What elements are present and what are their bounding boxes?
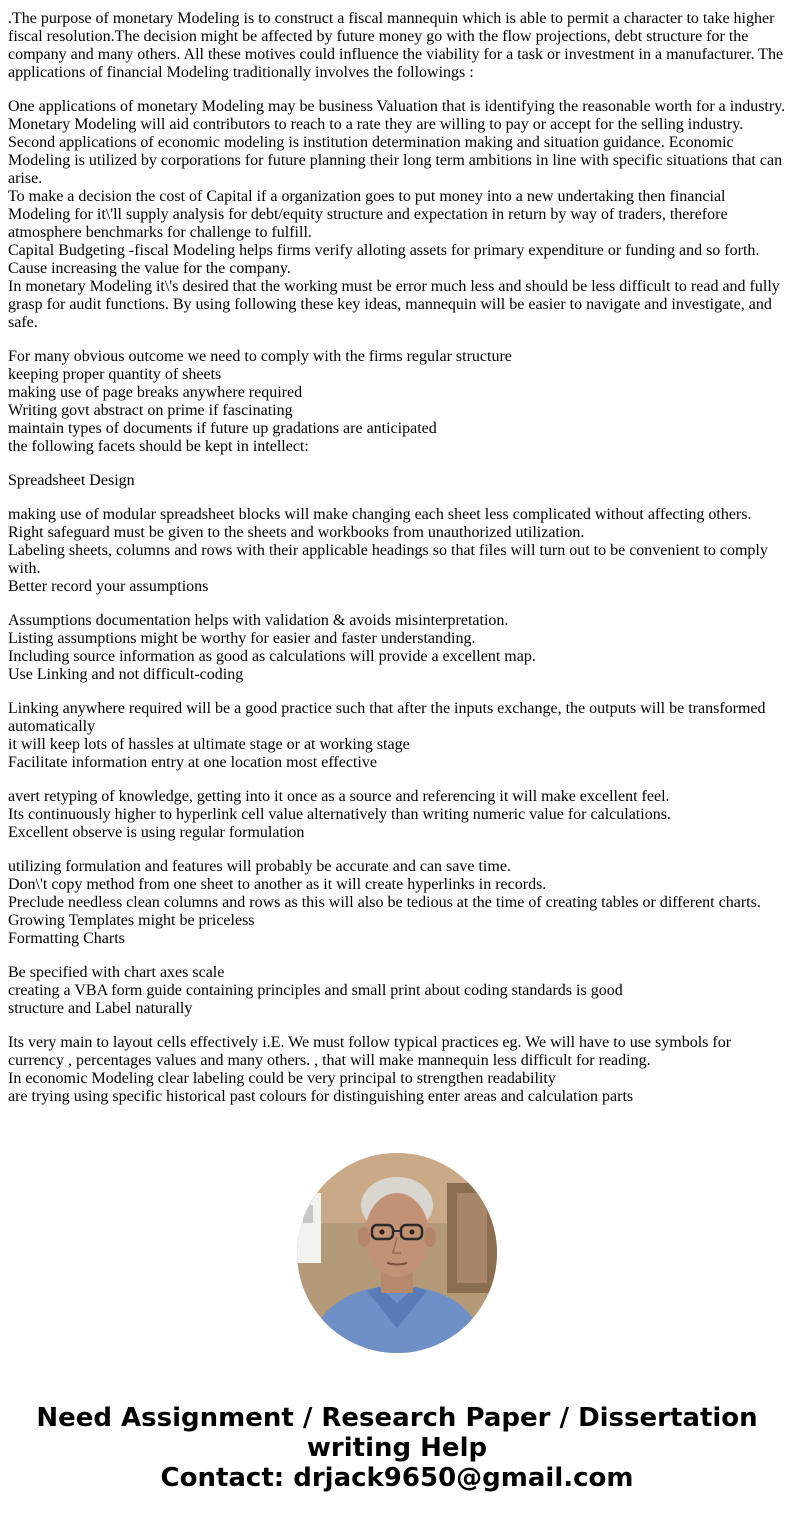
paragraph xyxy=(8,964,786,1018)
text-line: For many obvious outcome we need to comply with the firms regular structure xyxy=(8,348,512,365)
text-line: it will keep lots of hassles at ultimate stage or at working stage xyxy=(8,736,410,753)
text-line: In monetary Modeling it\'s desired that the working must be error much less and should be less difficult to read and fully grasp for audit functions. By using following these key ideas, mannequin will be easier to navigate and investigate, and safe. xyxy=(8,278,780,331)
paragraph xyxy=(8,788,786,842)
text-line: One applications of monetary Modeling may be business Valuation that is identifying the reasonable worth for a industry. Monetary Modeling will aid contributors to reach to a rate they are willing to pay or accept for the selling industry. xyxy=(8,98,786,133)
paragraph xyxy=(8,348,786,456)
text-line: Linking anywhere required will be a good practice such that after the inputs exchange, the outputs will be transformed automatically xyxy=(8,700,766,735)
paragraph xyxy=(8,10,786,82)
text-line: creating a VBA form guide containing principles and small print about coding standards is good xyxy=(8,982,623,999)
text-line: Writing govt abstract on prime if fascinating xyxy=(8,402,293,419)
author-photo xyxy=(297,1153,497,1353)
text-line: Don\'t copy method from one sheet to another as it will create hyperlinks in records. xyxy=(8,876,547,893)
text-line: Be specified with chart axes scale xyxy=(8,964,225,981)
text-line: To make a decision the cost of Capital if a organization goes to put money into a new undertaking then financial Modeling for it\'ll supply analysis for debt/equity structure and expectation in return by way of traders, therefore atmosphere benchmarks for challenge to fulfill. xyxy=(8,188,728,241)
paragraph xyxy=(8,98,786,332)
text-line: Better record your assumptions xyxy=(8,578,209,595)
text-line: .The purpose of monetary Modeling is to construct a fiscal mannequin which is able to permit a character to take higher fiscal resolution.The decision might be affected by future money go with the flow projections, debt structure for the company and many others. All these motives could influence the viability for a task or investment in a manufacturer. The applications of financial Modeling traditionally involves the followings : xyxy=(8,10,784,81)
text-line: Right safeguard must be given to the sheets and workbooks from unauthorized utilization. xyxy=(8,524,585,541)
text-line: Second applications of economic modeling is institution determination making and situation guidance. Economic Modeling is utilized by corporations for future planning their long term ambitions in line with specific situations that can arise. xyxy=(8,134,783,187)
contact-email: Contact: drjack9650@gmail.com xyxy=(160,1463,634,1493)
text-line: Labeling sheets, columns and rows with their applicable headings so that files will turn out to be convenient to comply with. xyxy=(8,542,768,577)
text-line: maintain types of documents if future up gradations are anticipated xyxy=(8,420,437,437)
text-line: Growing Templates might be priceless xyxy=(8,912,255,929)
text-line: Including source information as good as calculations will provide a excellent map. xyxy=(8,648,536,665)
paragraph xyxy=(8,506,786,596)
text-line: structure and Label naturally xyxy=(8,1000,193,1017)
text-line: Listing assumptions might be worthy for easier and faster understanding. xyxy=(8,630,476,647)
text-line: Formatting Charts xyxy=(8,930,125,947)
text-line: In economic Modeling clear labeling could be very principal to strengthen readability xyxy=(8,1070,556,1087)
author-portrait-image xyxy=(297,1153,497,1353)
text-line: Its very main to layout cells effectively i.E. We must follow typical practices eg. We will have to use symbols for currency , percentages values and many others. , that will make mannequin less difficult for reading. xyxy=(8,1034,732,1069)
paragraph xyxy=(8,700,786,772)
text-line: keeping proper quantity of sheets xyxy=(8,366,222,383)
text-line: avert retyping of knowledge, getting into it once as a source and referencing it will make excellent feel. xyxy=(8,788,670,805)
text-line: Assumptions documentation helps with validation & avoids misinterpretation. xyxy=(8,612,509,629)
footer-banner xyxy=(0,1403,794,1493)
paragraph xyxy=(8,612,786,684)
text-line: Excellent observe is using regular formulation xyxy=(8,824,305,841)
text-line: Preclude needless clean columns and rows as this will also be tedious at the time of creating tables or different charts. xyxy=(8,894,761,911)
paragraph xyxy=(8,858,786,948)
text-line: utilizing formulation and features will probably be accurate and can save time. xyxy=(8,858,511,875)
paragraph xyxy=(8,472,786,490)
text-line: are trying using specific historical past colours for distinguishing enter areas and calculation parts xyxy=(8,1088,634,1105)
text-line: the following facets should be kept in intellect: xyxy=(8,438,309,455)
section-heading: Spreadsheet Design xyxy=(8,472,135,489)
text-line: Capital Budgeting -fiscal Modeling helps firms verify alloting assets for primary expenditure or funding and so forth. Cause increasing the value for the company. xyxy=(8,242,760,277)
paragraph xyxy=(8,1034,786,1106)
help-tagline: Need Assignment / Research Paper / Dissertation writing Help xyxy=(36,1403,758,1463)
text-line: Its continuously higher to hyperlink cell value alternatively than writing numeric value for calculations. xyxy=(8,806,671,823)
text-line: making use of modular spreadsheet blocks will make changing each sheet less complicated without affecting others. xyxy=(8,506,752,523)
text-line: Facilitate information entry at one location most effective xyxy=(8,754,377,771)
text-line: Use Linking and not difficult-coding xyxy=(8,666,244,683)
text-line: making use of page breaks anywhere required xyxy=(8,384,303,401)
